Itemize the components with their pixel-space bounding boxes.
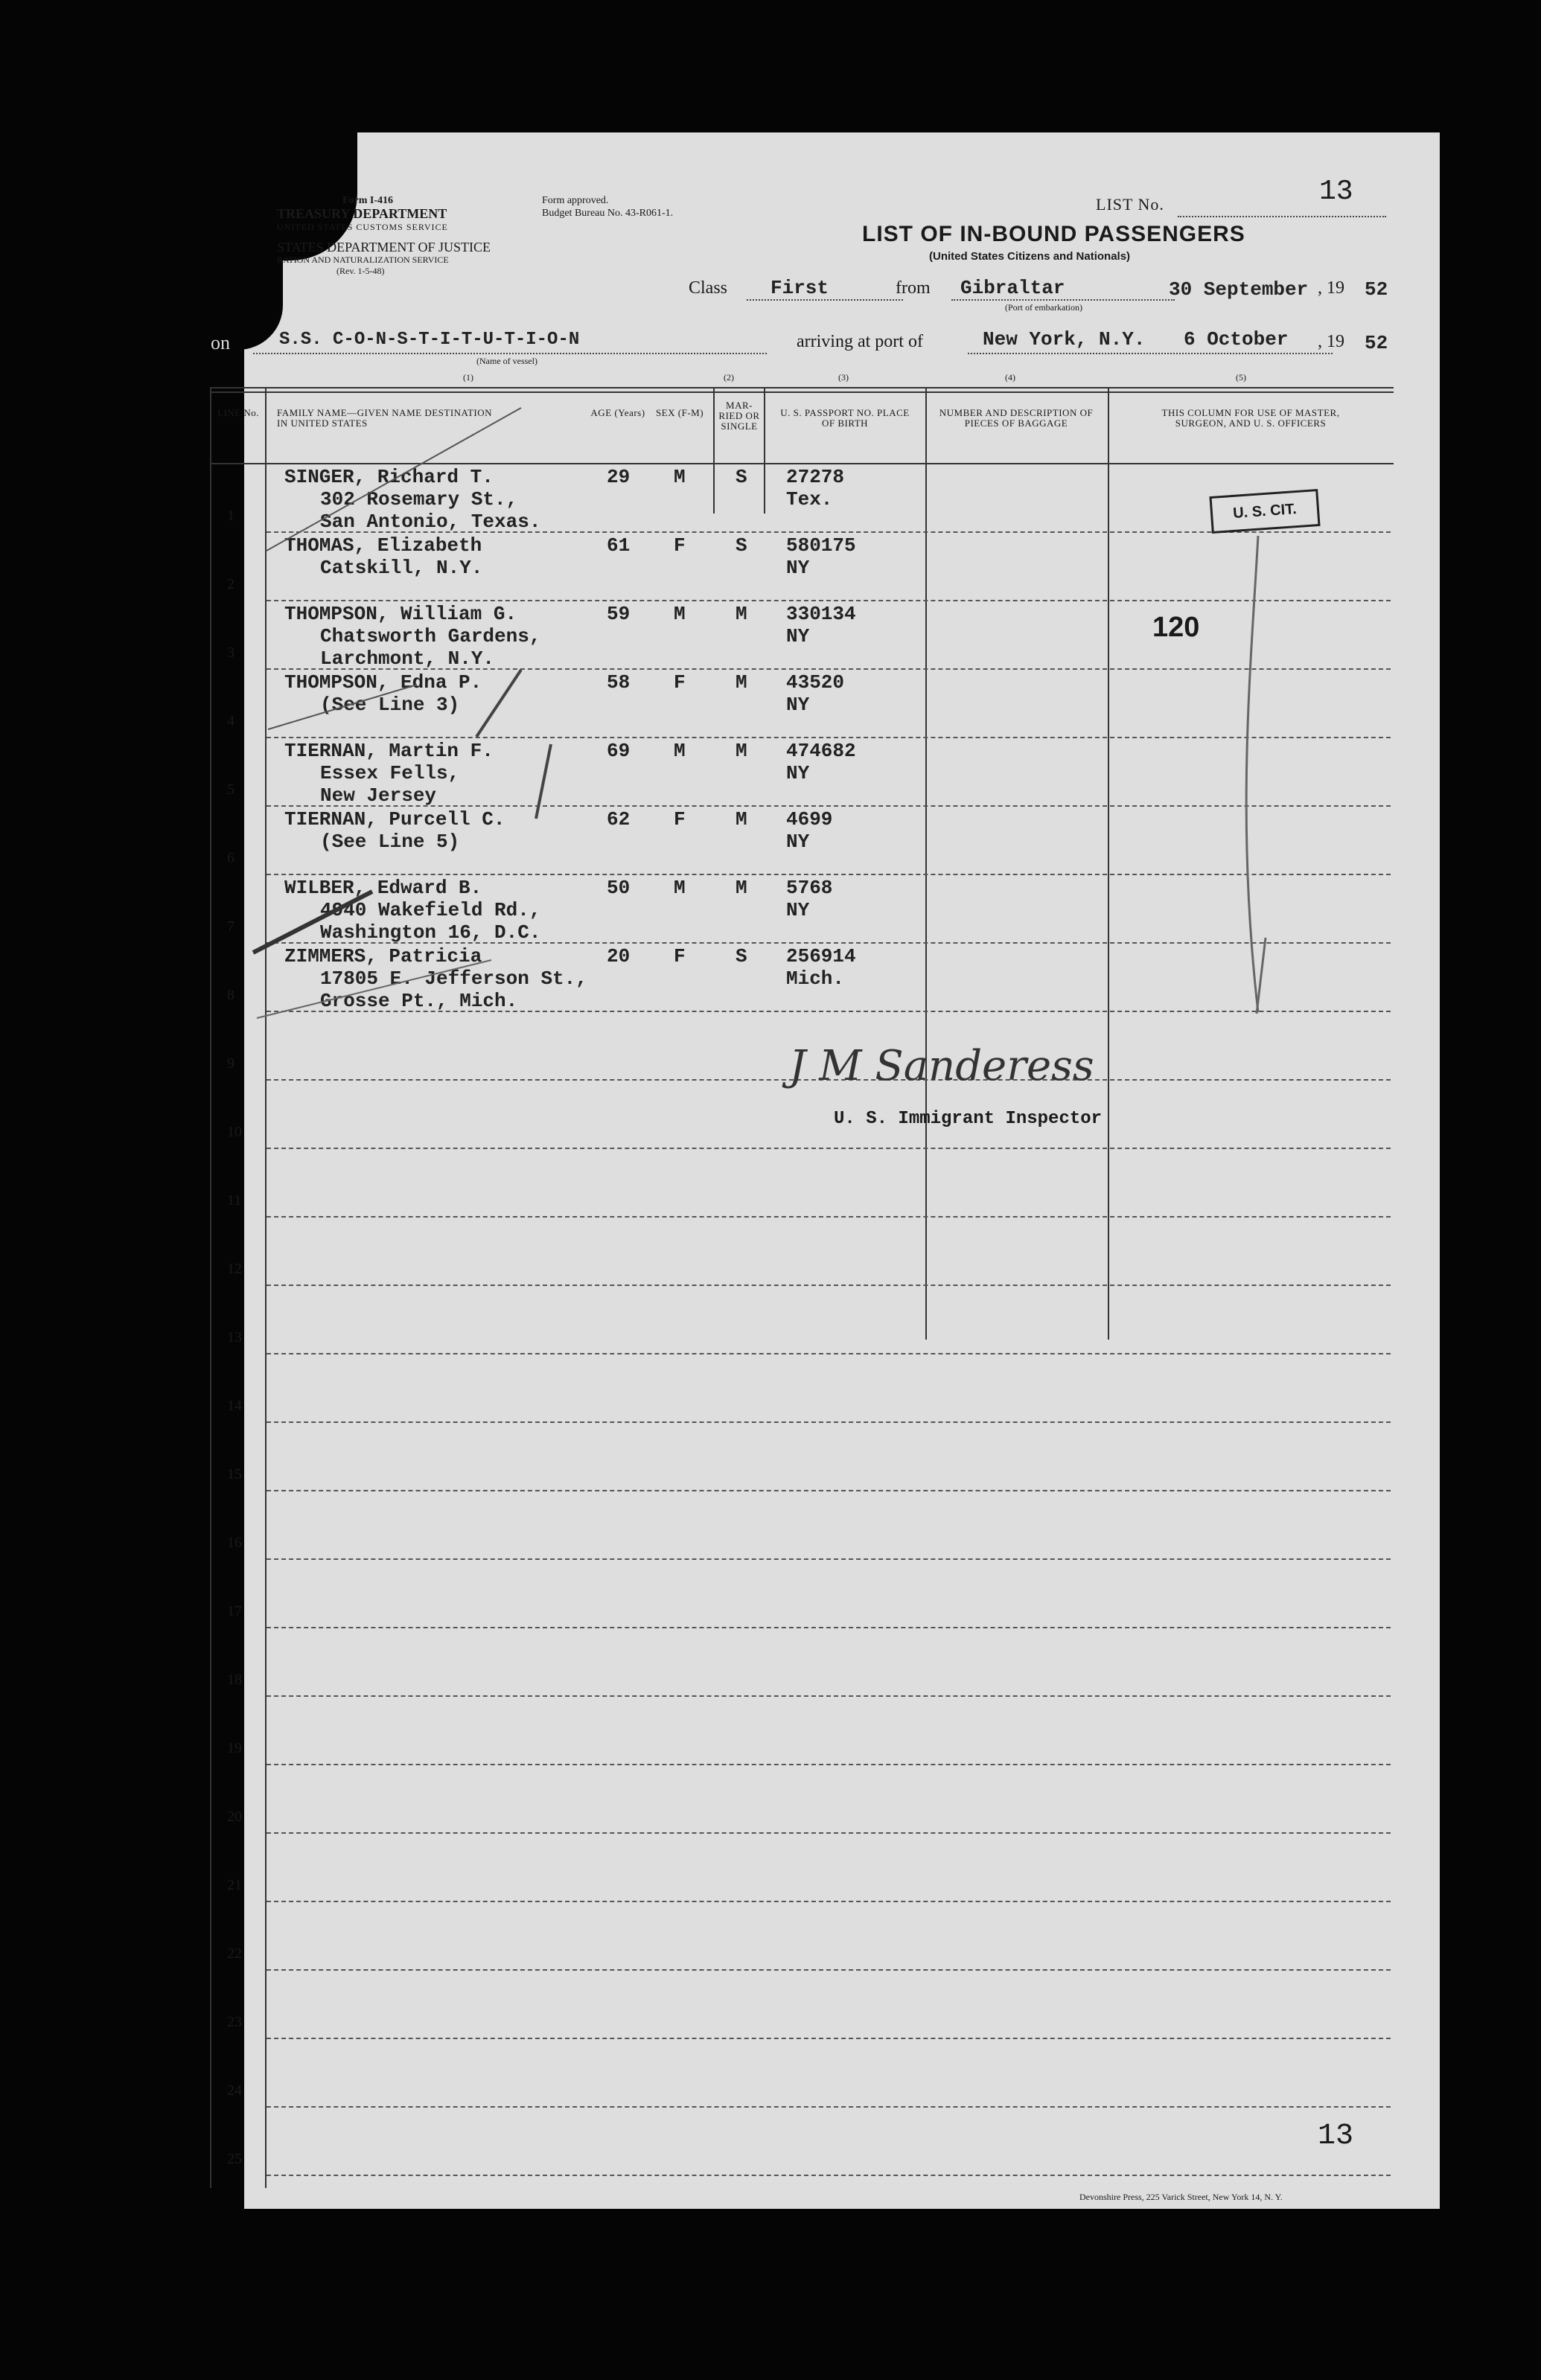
form-title: LIST OF IN-BOUND PASSENGERS <box>862 222 1245 246</box>
printer-imprint: Devonshire Press, 225 Varick Street, New York 14, N. Y. <box>1079 2192 1283 2202</box>
col-num: (4) <box>1005 372 1015 383</box>
line-number: 17 <box>227 1603 242 1619</box>
line-number: 12 <box>227 1261 242 1277</box>
from-label: from <box>896 278 931 298</box>
header-sex: SEX (F-M) <box>655 407 704 418</box>
passport-number: 43520 <box>786 671 845 694</box>
departure-year: 52 <box>1365 278 1388 301</box>
passenger-name: WILBER, Edward B. <box>284 877 482 899</box>
place-of-birth: NY <box>786 625 810 647</box>
passenger-name: TIERNAN, Purcell C. <box>284 808 505 831</box>
passenger-age: 58 <box>607 671 631 694</box>
passport-number: 580175 <box>786 534 856 557</box>
vessel-name: S.S. C-O-N-S-T-I-T-U-T-I-O-N <box>279 330 580 350</box>
passport-number: 5768 <box>786 877 833 899</box>
treasury-dept: TREASURY DEPARTMENT <box>277 206 447 221</box>
line-number: 5 <box>227 781 234 798</box>
passenger-address: 4940 Wakefield Rd., <box>320 899 541 921</box>
line-number: 10 <box>227 1124 242 1140</box>
passenger-name: THOMAS, Elizabeth <box>284 534 482 557</box>
passport-number: 474682 <box>786 740 856 762</box>
place-of-birth: NY <box>786 831 810 853</box>
passport-number: 330134 <box>786 603 856 625</box>
us-citizen-stamp: U. S. CIT. <box>1209 489 1320 534</box>
arrival-year: 52 <box>1365 332 1388 354</box>
passenger-age: 59 <box>607 603 631 625</box>
passenger-address: 17805 E. Jefferson St., <box>320 967 587 990</box>
header-age: AGE (Years) <box>590 407 645 418</box>
passenger-age: 29 <box>607 466 631 488</box>
arrival-date: 6 October <box>1184 328 1289 351</box>
list-number: 13 <box>1319 176 1353 208</box>
line-number: 1 <box>227 508 234 524</box>
passenger-address: Larchmont, N.Y. <box>320 647 495 670</box>
line-number: 18 <box>227 1672 242 1688</box>
line-number: 4 <box>227 713 234 729</box>
passenger-sex: M <box>674 466 686 488</box>
port-embarkation-label: (Port of embarkation) <box>1005 302 1082 313</box>
col-num: (3) <box>838 372 849 383</box>
list-no-label: LIST No. <box>1096 195 1164 214</box>
passenger-name: ZIMMERS, Patricia <box>284 945 482 967</box>
passenger-sex: M <box>674 877 686 899</box>
header-line: LINE No. <box>217 407 259 418</box>
justice-dept: STATES DEPARTMENT OF JUSTICE <box>277 240 491 255</box>
departure-year-prefix: , 19 <box>1318 278 1344 298</box>
passenger-name: THOMPSON, William G. <box>284 603 517 625</box>
line-number: 7 <box>227 918 234 935</box>
departure-date: 30 September <box>1169 278 1309 301</box>
class-value: First <box>770 277 829 299</box>
naturalization-service: RATION AND NATURALIZATION SERVICE <box>277 255 449 265</box>
passenger-marital-status: M <box>736 740 747 762</box>
customs-service: UNITED STATES CUSTOMS SERVICE <box>277 222 448 232</box>
arrival-year-prefix: , 19 <box>1318 332 1344 351</box>
line-number: 24 <box>227 2082 242 2099</box>
line-number: 21 <box>227 1877 242 1893</box>
form-number: Form I-416 <box>342 195 394 206</box>
col-num: (1) <box>463 372 473 383</box>
passenger-sex: F <box>674 671 686 694</box>
passenger-address: New Jersey <box>320 784 437 807</box>
passenger-address: (See Line 3) <box>320 694 460 716</box>
passenger-sex: M <box>674 740 686 762</box>
header-married: MAR- RIED OR SINGLE <box>718 400 760 432</box>
passenger-sex: F <box>674 945 686 967</box>
officer-annotation: 120 <box>1152 612 1200 643</box>
passenger-sex: F <box>674 534 686 557</box>
line-number: 15 <box>227 1466 242 1482</box>
passenger-address: Essex Fells, <box>320 762 460 784</box>
header-name: FAMILY NAME—GIVEN NAME DESTINATION IN UNITED STATES <box>277 407 493 429</box>
passenger-sex: F <box>674 808 686 831</box>
line-number: 25 <box>227 2151 242 2167</box>
line-number: 2 <box>227 576 234 592</box>
passport-number: 27278 <box>786 466 845 488</box>
passenger-age: 69 <box>607 740 631 762</box>
passenger-marital-status: M <box>736 603 747 625</box>
passenger-address: Catskill, N.Y. <box>320 557 483 579</box>
line-number: 6 <box>227 850 234 866</box>
line-number: 22 <box>227 1945 242 1962</box>
line-number: 9 <box>227 1055 234 1072</box>
footer-list-number: 13 <box>1318 2120 1354 2153</box>
line-number: 8 <box>227 987 234 1003</box>
port-of-embarkation: Gibraltar <box>960 277 1065 299</box>
arrival-port: New York, N.Y. <box>983 328 1146 351</box>
line-number: 3 <box>227 644 234 661</box>
place-of-birth: Tex. <box>786 488 833 511</box>
line-number: 23 <box>227 2014 242 2030</box>
passenger-name: THOMPSON, Edna P. <box>284 671 482 694</box>
passenger-age: 61 <box>607 534 631 557</box>
passenger-age: 62 <box>607 808 631 831</box>
inspector-signature: J M Sanderess <box>789 1042 1094 1090</box>
col-num: (2) <box>724 372 734 383</box>
line-number: 11 <box>227 1192 242 1209</box>
form-approved: Form approved. <box>542 195 609 206</box>
passenger-address: Grosse Pt., Mich. <box>320 990 518 1012</box>
passenger-marital-status: S <box>736 945 747 967</box>
line-number: 14 <box>227 1398 242 1414</box>
line-number: 19 <box>227 1740 242 1756</box>
passenger-marital-status: S <box>736 534 747 557</box>
passenger-sex: M <box>674 603 686 625</box>
form-subtitle: (United States Citizens and Nationals) <box>929 250 1131 263</box>
passenger-address: San Antonio, Texas. <box>320 511 541 533</box>
place-of-birth: Mich. <box>786 967 845 990</box>
place-of-birth: NY <box>786 557 810 579</box>
header-officers: THIS COLUMN FOR USE OF MASTER, SURGEON, AND U. S. OFFICERS <box>1161 407 1340 429</box>
form-revision: (Rev. 1-5-48) <box>336 266 385 276</box>
passenger-address: Chatsworth Gardens, <box>320 625 541 647</box>
passenger-age: 50 <box>607 877 631 899</box>
budget-bureau: Budget Bureau No. 43-R061-1. <box>542 208 674 219</box>
passenger-marital-status: M <box>736 808 747 831</box>
passenger-name: SINGER, Richard T. <box>284 466 494 488</box>
line-number: 20 <box>227 1808 242 1825</box>
passenger-address: 302 Rosemary St., <box>320 488 518 511</box>
passport-number: 256914 <box>786 945 856 967</box>
inspector-title: U. S. Immigrant Inspector <box>834 1109 1103 1129</box>
header-passport: U. S. PASSPORT NO. PLACE OF BIRTH <box>780 407 910 429</box>
line-number: 13 <box>227 1329 242 1346</box>
passenger-name: TIERNAN, Martin F. <box>284 740 494 762</box>
header-baggage: NUMBER AND DESCRIPTION OF PIECES OF BAGGAGE <box>939 407 1094 429</box>
passport-number: 4699 <box>786 808 833 831</box>
passenger-marital-status: M <box>736 671 747 694</box>
class-label: Class <box>689 278 728 298</box>
arriving-label: arriving at port of <box>797 332 923 351</box>
line-number: 16 <box>227 1535 242 1551</box>
passenger-address: Washington 16, D.C. <box>320 921 541 944</box>
place-of-birth: NY <box>786 899 810 921</box>
vessel-label: (Name of vessel) <box>476 356 537 366</box>
passenger-marital-status: S <box>736 466 747 488</box>
passenger-address: (See Line 5) <box>320 831 460 853</box>
on-label: on <box>211 332 230 354</box>
passenger-age: 20 <box>607 945 631 967</box>
place-of-birth: NY <box>786 762 810 784</box>
place-of-birth: NY <box>786 694 810 716</box>
col-num: (5) <box>1236 372 1246 383</box>
passenger-marital-status: M <box>736 877 747 899</box>
